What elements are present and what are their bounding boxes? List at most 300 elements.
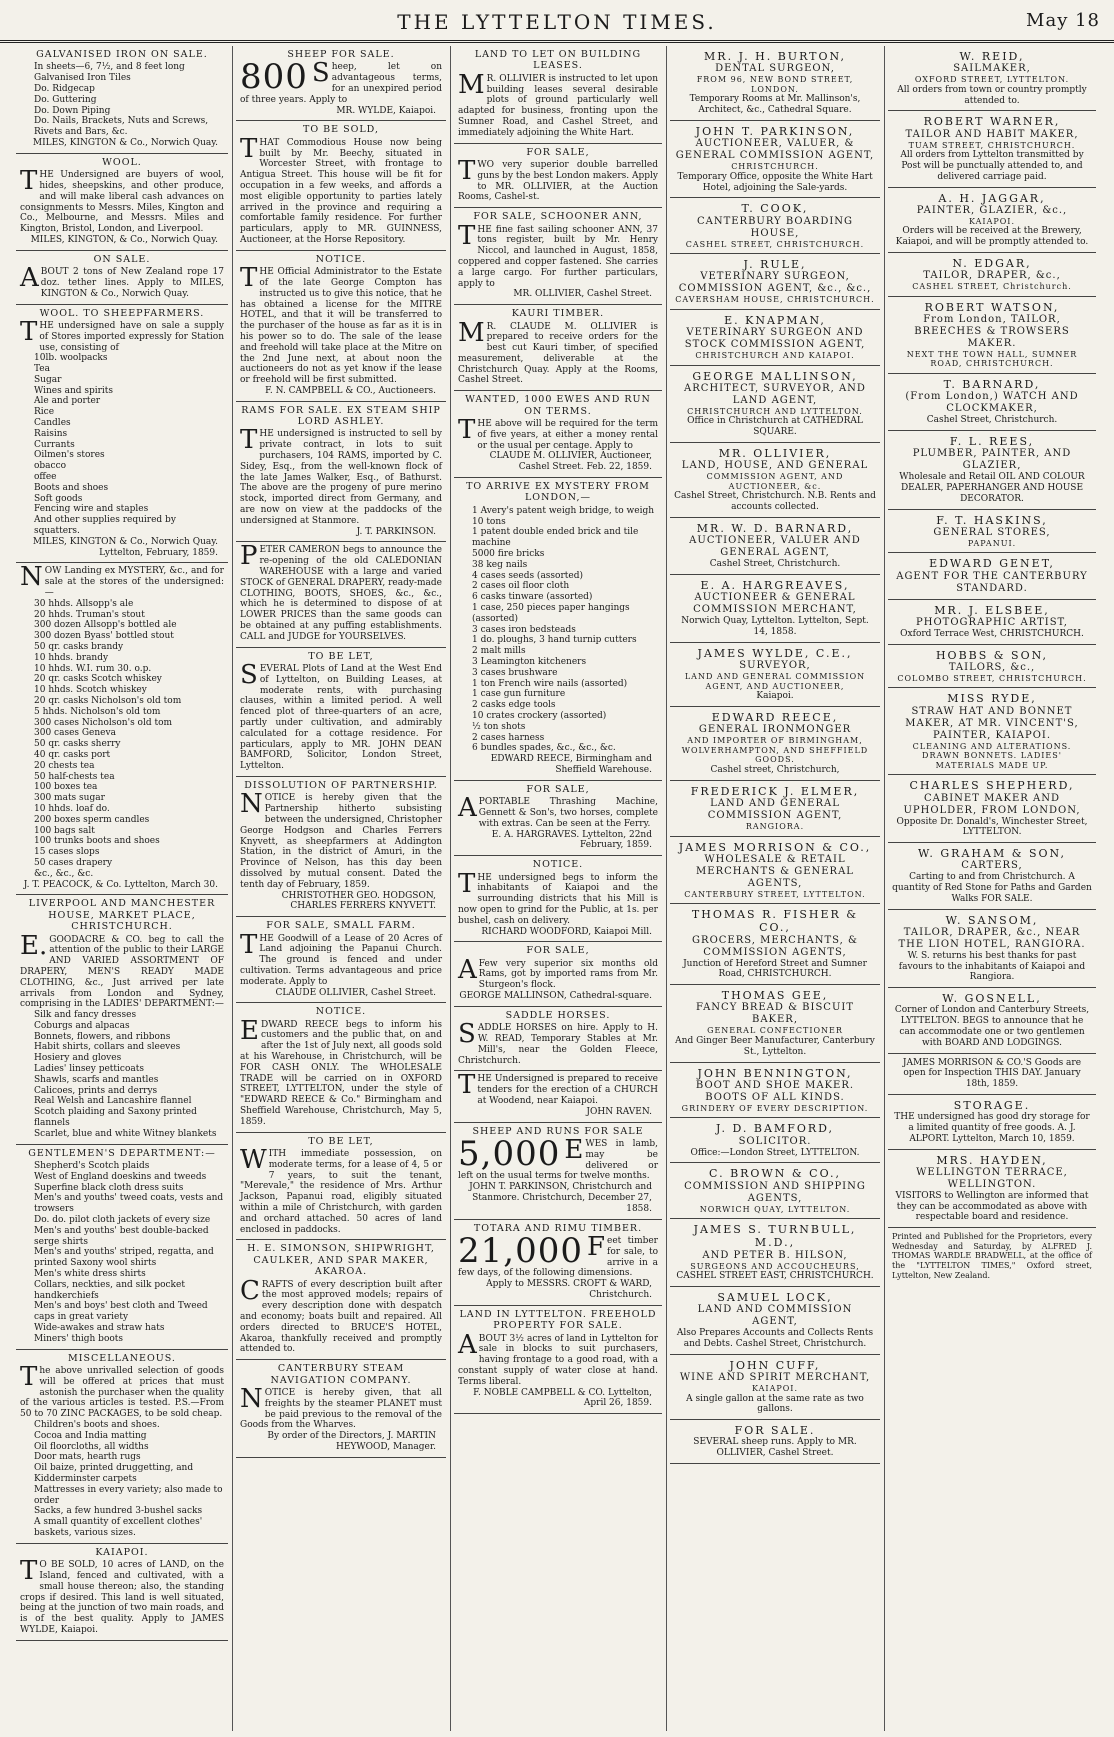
ad-heading: GALVANISED IRON ON SALE. (36, 49, 208, 60)
business-card (888, 553, 1096, 599)
ad-list-item: 20 chests tea (34, 760, 95, 771)
card-subline: RANGIORA. (745, 821, 805, 831)
ad-heading: SHEEP AND RUNS FOR SALE (472, 1125, 644, 1137)
ad-body: WITH immediate possession, on moderate terms, for a lease of 4, 5 or 7 years, to suit the tenant, "Merevale," the residence of Mrs. Arthur Jackson, Papanui road, eligibly situated within a mile of Christchurch, with garden and orchard attached. 50 acres of land enclosed in paddocks. (240, 1145, 442, 1235)
columns (16, 46, 1106, 1731)
ad-large-number: 800 (240, 57, 308, 98)
ad-body: THE Undersigned is prepared to receive tenders for the erection of a CHURCH at Woodend, near Kaiapoi. (458, 1070, 658, 1107)
advertisement (454, 305, 662, 391)
ad-list-item: 1 ton French wire nails (assorted) (472, 678, 628, 689)
ad-list-item: Soft goods (34, 493, 83, 504)
ad-list-item: 50 qr. casks sherry (34, 739, 121, 750)
ad-body: The above unrivalled selection of goods will be offered at prices that must astonish the purchaser when the quality of the various articles is tested. P.S.—From 50 to 70 ZINC PACKAGES, to be sold cheap. (20, 1361, 224, 1420)
ad-body: THE undersigned begs to inform the inhabitants of Kaiapoi and the surrounding districts that his Mill is now open to grind for the Public, at 1s. per bushel, cash on delivery. (458, 868, 658, 926)
ad-list-item: 300 cases Nicholson's old tom (34, 717, 173, 728)
card-trade: LAND AND GENERAL COMMISSION AGENT, (707, 797, 843, 821)
ad-heading: FOR SALE, SCHOONER ANN, (473, 211, 643, 223)
ad-list-item: Fencing wire and staples (34, 504, 149, 515)
business-card (888, 253, 1096, 297)
card-address: Junction of Hereford Street and Sumner Road, CHRISTCHURCH. (683, 958, 867, 980)
advertisement (454, 144, 662, 209)
ad-heading: NOTICE. (315, 1006, 367, 1018)
advertisement (454, 1220, 662, 1306)
business-card (670, 985, 880, 1062)
ad-signature: MILES, KINGTON & Co., Norwich Quay. (32, 137, 218, 148)
ad-list-item: Raisins (34, 428, 68, 439)
advertisement (454, 46, 662, 144)
card-trade: CARTERS, (961, 860, 1023, 872)
card-trade: GENERAL STORES, (933, 526, 1051, 538)
business-card (888, 431, 1096, 510)
ad-heading: H. E. SIMONSON, SHIPWRIGHT, CAULKER, AND SPAR MAKER, AKAROA. (247, 1243, 435, 1278)
advertisement (454, 208, 662, 305)
advertisement (236, 1240, 446, 1360)
card-name: F. L. REES, (949, 435, 1035, 449)
card-address: Cashel street, Christchurch, (710, 764, 840, 775)
advertisement (454, 1123, 662, 1220)
card-address: Opposite Dr. Donald's, Winchester Street, LYTTELTON. (896, 816, 1088, 838)
card-subline: CHRISTCHURCH AND LYTTELTON. (687, 406, 863, 416)
card-name: JOHN CUFF, (729, 1358, 821, 1372)
card-address: Cashel Street, Christchurch. (709, 559, 841, 570)
business-card (888, 843, 1096, 910)
ad-list-item: 100 bags salt (34, 825, 95, 836)
card-subline: GRINDERY OF EVERY DESCRIPTION. (681, 1103, 869, 1113)
card-trade: FANCY BREAD & BISCUIT BAKER, (696, 1002, 854, 1026)
card-subline: NORWICH QUAY, LYTTELTON. (699, 1204, 851, 1214)
card-name: MISS RYDE, (947, 692, 1037, 706)
card-address: A single gallon at the same rate as two gallons. (686, 1393, 864, 1415)
ad-body: PETER CAMERON begs to announce the re-opening of the old CALEDONIAN WAREHOUSE with a large and varied STOCK of GENERAL DRAPERY, ready-made CLOTHING, BOOTS, SHOES, &c., &c., which he is determined to dispose of at LOWER PRICES than the same goods can be obtained at any puffing establishments. CALL and JUDGE for YOURSELVES. (240, 541, 442, 642)
ad-signature: E. A. HARGRAVES. Lyttelton, 22nd February, 1859. (491, 829, 652, 851)
card-subline: PAPANUI. (967, 538, 1017, 548)
ad-list-item: 3 cases brushware (472, 667, 558, 678)
ad-heading: KAURI TIMBER. (511, 308, 605, 320)
ad-large-number: 21,000 (458, 1231, 583, 1271)
ad-body: NOTICE is hereby given that the Partnership hitherto subsisting between the undersigned, Christopher George Hodgson and Charles Ferrers Knyvett, as sheepfarmers at Addington Station, in the district of Amuri, in the Province of Nelson, has this day been dissolved by mutual consent. Dated the tenth day of February, 1859. (240, 789, 442, 890)
ad-list-item: Oil floorcloths, all widths (34, 1441, 149, 1452)
ad-list-item: 1 Avery's patent weigh bridge, to weigh 10 tons (472, 505, 655, 527)
advertisement (454, 781, 662, 856)
card-trade: LAND AND COMMISSION AGENT, (697, 1304, 853, 1328)
business-card (670, 1063, 880, 1119)
card-subline: KAIAPOI. (968, 216, 1015, 226)
column-1 (16, 46, 228, 1731)
ad-signature: MILES, KINGTON, & Co., Norwich Quay. (30, 234, 218, 245)
business-card (670, 575, 880, 643)
ad-list-item: 6 casks tinware (assorted) (472, 592, 593, 603)
business-card (670, 1287, 880, 1355)
ad-signature: CLAUDE OLLIVIER, Cashel Street. (275, 987, 436, 998)
card-name: JAMES WYLDE, C.E., (697, 646, 853, 660)
card-address: Oxford Terrace West, CHRISTCHURCH. (900, 628, 1084, 639)
advertisement (236, 917, 446, 1003)
card-subline: CLEANING AND ALTERATIONS. DRAWN BONNETS. LADIES' MATERIALS MADE UP. (912, 741, 1072, 770)
ad-body: CRAFTS of every description built after the most approved models; repairs of every description done with despatch and economy; boats built and repaired. All orders directed to BRUCE'S HOTEL, Akaroa, thankfully received and promptly attended to. (240, 1275, 442, 1355)
business-card (670, 121, 880, 198)
business-card (888, 1095, 1096, 1150)
ad-heading: TO BE LET, (308, 1135, 374, 1147)
card-name: ROBERT WARNER, (923, 115, 1061, 129)
ad-list-item: Miners' thigh boots (34, 1333, 124, 1344)
card-address: W. S. returns his best thanks for past favours to the inhabitants of Kaiapoi and Rangiora. (898, 950, 1086, 983)
ad-list-item: Ale and porter (34, 396, 101, 407)
card-trade: DENTAL SURGEON, (715, 63, 835, 75)
card-name: JOHN BENNINGTON, (697, 1066, 853, 1080)
ad-heading: NOTICE. (315, 253, 367, 265)
card-address: Temporary Office, opposite the White Hart Hotel, adjoining the Sale-yards. (677, 171, 873, 193)
advertisement (236, 46, 446, 121)
ad-list-item: Door mats, hearth rugs (34, 1452, 141, 1463)
ad-list-item: Collars, neckties, and silk pocket handkerchiefs (34, 1279, 185, 1301)
card-trade: STRAW HAT AND BONNET MAKER, AT MR. VINCENT'S, PAINTER, KAIAPOI. (905, 705, 1079, 741)
card-trade: TAILOR, DRAPER, &c., NEAR THE LION HOTEL, RANGIORA. (898, 926, 1086, 950)
newspaper-title: THE LYTTELTON TIMES. (397, 10, 717, 34)
ad-heading: NOTICE. (532, 859, 584, 871)
ad-signature: EDWARD REECE, Birmingham and Sheffield Warehouse. (490, 754, 652, 775)
ad-body: TWO very superior double barrelled guns by the best London makers. Apply to MR. OLLIVIER, at the Auction Rooms, Cashel-st. (458, 155, 659, 203)
ad-list-item: And other supplies required by squatters. (34, 515, 176, 537)
business-card (670, 1420, 880, 1464)
card-trade: AUCTIONEER & GENERAL COMMISSION MERCHANT, (693, 592, 857, 616)
ad-signature: MR. OLLIVIER, Cashel Street. (513, 289, 652, 300)
ad-list-item: Do. do. pilot cloth jackets of every size (34, 1215, 211, 1226)
advertisement (454, 1071, 662, 1122)
ad-list-item: Shepherd's Scotch plaids (34, 1161, 150, 1172)
business-card (888, 1150, 1096, 1229)
card-name: JAMES MORRISON & CO., (678, 840, 872, 854)
card-trade: PHOTOGRAPHIC ARTIST, (916, 616, 1068, 628)
business-card (888, 775, 1096, 843)
card-name: FREDERICK J. ELMER, (690, 784, 860, 798)
card-subline: COLOMBO STREET, CHRISTCHURCH. (897, 673, 1087, 683)
card-trade: VETERINARY SURGEON, COMMISSION AGENT, &c., &c., (678, 271, 872, 295)
ad-list-item: Shawls, scarfs and mantles (34, 1074, 159, 1085)
business-card (888, 510, 1096, 554)
card-address: Cashel Street, Christchurch. (926, 415, 1058, 426)
ad-signature: RICHARD WOODFORD, Kaiapoi Mill. (481, 926, 652, 937)
ad-list-item: Galvanised Iron Tiles (34, 73, 131, 84)
advertisement (16, 563, 228, 895)
ad-list-item: offee (34, 472, 57, 483)
ad-body: Sheep, let on advantageous terms, for an unexpired period of three years. Apply to (240, 58, 442, 105)
card-subline: TUAM STREET, CHRISTCHURCH. (908, 140, 1076, 150)
ad-list-item: 15 cases slops (34, 847, 100, 858)
ad-list-item: 300 cases Geneva (34, 728, 116, 739)
business-card (670, 707, 880, 781)
ad-list-item: 10 crates crockery (assorted) (472, 710, 607, 721)
ad-list-item: Cocoa and India matting (34, 1430, 147, 1441)
ad-list-item: 20 hhds. Truman's stout (34, 609, 145, 620)
ad-list-item: Boots and shoes (34, 482, 109, 493)
column-rule (232, 46, 233, 1731)
card-address: VISITORS to Wellington are informed that they can be accommodated as above with respectable board and residence. (895, 1190, 1089, 1223)
ad-body: EWES in lamb, may be delivered or left on the usual terms for twelve months. (458, 1135, 658, 1182)
advertisement (236, 777, 446, 917)
card-name: J. D. BAMFORD, (715, 1122, 835, 1136)
ad-heading: ON SALE. (93, 253, 151, 265)
ad-list-item: Scotch plaiding and Saxony printed flannels (34, 1107, 197, 1129)
ad-body: THE Official Administrator to the Estate of the late George Compton has instructed us to give this notice, that he has obtained a license for the MITRE HOTEL, and that it will be transferred to the purchaser of the house as far as it is in his power so to do. The sale of the lease and freehold will take place at the Mitre on the 2nd June next, at about noon the auctioneers do not as yet know if the lease or freehold will be first submitted. (240, 263, 442, 386)
ad-heading: FOR SALE, (526, 945, 590, 957)
advertisement (454, 942, 662, 1007)
card-subline: LAND AND GENERAL COMMISSION AGENT, AND AUCTIONEER, (684, 671, 866, 691)
card-subline: KAIAPOI. (751, 1383, 798, 1393)
ad-list-item: 5000 fire bricks (472, 549, 545, 560)
ad-list-item: Men's and youths' tweed coats, vests and trowsers (34, 1193, 224, 1215)
card-trade: AND PETER B. HILSON, (702, 1249, 848, 1261)
card-name: SAMUEL LOCK, (717, 1290, 833, 1304)
business-card (670, 310, 880, 366)
business-card (670, 198, 880, 254)
ad-list-item: 10 hhds. loaf do. (34, 803, 110, 814)
business-card (670, 1355, 880, 1420)
business-card (888, 374, 1096, 431)
advertisement (236, 121, 446, 250)
ad-body: SADDLE HORSES on hire. Apply to H. W. READ, Temporary Stables at Mr. Mill's, near the Golden Fleece, Christchurch. (458, 1019, 658, 1066)
ad-list-item: Men's white dress shirts (34, 1269, 146, 1280)
card-name: E. KNAPMAN, (724, 313, 826, 327)
business-card (670, 254, 880, 310)
card-trade: GENERAL IRONMONGER (698, 724, 852, 736)
ad-list-item: 50 half-chests tea (34, 771, 115, 782)
ad-signature: JOHN RAVEN. (586, 1106, 652, 1117)
ad-list-item: Bonnets, flowers, and ribbons (34, 1031, 171, 1042)
ad-list-item: 2 malt mills (472, 646, 526, 657)
card-address: Temporary Rooms at Mr. Mallinson's, Architect, &c., Cathedral Square. (689, 94, 861, 116)
ad-list-item: 10lb. woolpacks (34, 353, 108, 364)
card-trade: TAILOR AND HABIT MAKER, (905, 128, 1079, 140)
card-trade: WHOLESALE & RETAIL MERCHANTS & GENERAL AGENTS, (696, 853, 854, 889)
ad-signature: CHRISTOTHER GEO. HODGSON, CHARLES FERRERS KNYVETT. (281, 890, 436, 912)
ad-signature: J. T. PARKINSON. (356, 526, 436, 537)
ad-body: THE Goodwill of a Lease of 20 Acres of Land adjoining the Papanui Church. The ground is fenced and under cultivation. Terms advantageous and price moderate. Apply to (240, 929, 442, 987)
ad-list-item: &c., &c., &c. (34, 868, 94, 879)
card-address: Norwich Quay, Lyttelton. Lyttelton, Sept. 14, 1858. (681, 616, 869, 637)
ad-list-item: 300 dozen Byass' bottled stout (34, 631, 174, 642)
advertisement (454, 1306, 662, 1414)
ad-list-item: 1 patent double ended brick and tile machine (472, 527, 639, 549)
business-card (888, 111, 1096, 187)
card-subline: CANTERBURY STREET, LYTTELTON. (684, 889, 866, 899)
card-trade: WINE AND SPIRIT MERCHANT, (679, 1371, 871, 1383)
ad-list-item: 50 cases drapery (34, 857, 113, 868)
card-subline: OXFORD STREET, LYTTELTON. (914, 75, 1070, 85)
ad-body: TO BE SOLD, 10 acres of LAND, on the Island, fenced and cultivated, with a small house thereon; also, the standing crops if desired. This land is well situated, being at the junction of two main roads, and is of the best quality. Apply to JAMES WYLDE, Kaiapoi. (20, 1556, 224, 1635)
ad-heading: WOOL. TO SHEEPFARMERS. (39, 307, 205, 319)
ad-body: NOTICE is hereby given, that all freights by the steamer PLANET must be paid previous to the removal of the Goods from the Wharves. (240, 1383, 442, 1431)
advertisement (236, 648, 446, 777)
card-name: HOBBS & SON, (935, 648, 1049, 662)
advertisement (454, 1007, 662, 1072)
ad-list-item: Wines and spirits (34, 385, 114, 396)
ad-list-item: 1 case, 250 pieces paper hangings (assorted) (472, 603, 630, 624)
card-name: A. H. JAGGAR, (938, 191, 1046, 205)
ad-list-item: Men's and boys' best cloth and Tweed caps in great variety (34, 1301, 208, 1323)
card-trade: SURVEYOR, (739, 659, 811, 671)
ad-list-item: 10 hhds. brandy (34, 652, 109, 663)
card-subline: FROM 96, NEW BOND STREET, LONDON. (696, 75, 854, 94)
ad-heading: TO BE SOLD, (303, 124, 379, 136)
ad-list-item: Currants (34, 439, 75, 450)
ad-list-item: 2 casks edge tools (472, 700, 556, 711)
ad-list-item: 1 case gun furniture (472, 689, 566, 700)
ad-body: ABOUT 2 tons of New Zealand rope 17 doz. tether lines. Apply to MILES, KINGTON & Co., Norwich Quay. (20, 263, 224, 299)
card-name: MR. J. ELSBEE, (934, 603, 1050, 617)
issue-date: May 18 (1026, 10, 1100, 31)
card-subline: CASHEL STREET, Christchurch. (912, 282, 1072, 292)
ad-list-item: Do. Nails, Brackets, Nuts and Screws, Rivets and Bars, &c. (34, 116, 209, 138)
ad-heading: WOOL. (102, 156, 142, 168)
ad-list-item: Sugar (34, 374, 62, 385)
ad-body: ABOUT 3½ acres of land in Lyttelton for sale in blocks to suit purchasers, having frontage to a good road, with a constant supply of water close at hand. Terms liberal. (458, 1329, 658, 1387)
ad-list-item: 300 dozen Allsopp's bottled ale (34, 620, 177, 631)
ad-list-item: 3 Leamington kitcheners (472, 656, 587, 667)
ad-list-item: 100 trunks boots and shoes (34, 836, 160, 847)
card-name: MRS. HAYDEN, (936, 1153, 1048, 1167)
card-trade: BOOT AND SHOE MAKER. BOOTS OF ALL KINDS. (695, 1079, 855, 1103)
card-name: F. T. HASKINS, (936, 513, 1048, 527)
card-trade: PLUMBER, PAINTER, AND GLAZIER, (912, 448, 1072, 472)
card-subline: NEXT THE TOWN HALL, SUMNER ROAD, CHRISTCHURCH. (906, 349, 1078, 369)
card-trade: CABINET MAKER AND UPHOLDER, FROM LONDON, (903, 792, 1081, 816)
ad-heading: FOR SALE, (526, 146, 590, 158)
ad-list-item: Men's and youths' best double-backed serge shirts (34, 1225, 209, 1247)
card-address: All orders from town or country promptly attended to. (897, 84, 1087, 106)
business-card (670, 904, 880, 985)
ad-body: THE undersigned have on sale a supply of Stores imported expressly for Station use, consisting of (20, 316, 224, 353)
ad-list-item: 300 mats sugar (34, 793, 105, 804)
ad-heading: SHEEP FOR SALE. (287, 49, 395, 60)
ad-body: THE above will be required for the term of five years, at either a money rental or the usual per centage. Apply to (458, 415, 658, 451)
card-address: Orders will be received at the Brewery, Kaiapoi, and will be promptly attended to. (895, 226, 1089, 248)
ad-list-item: 3 cases iron bedsteads (472, 624, 576, 635)
ad-heading: GENTLEMEN'S DEPARTMENT:— (28, 1147, 216, 1159)
advertisement (236, 1003, 446, 1132)
ad-body: SEVERAL Plots of Land at the West End of Lyttelton, on Building Leases, at moderate rents, with purchasing clauses, within a limited period. A well fenced plot of three-quarters of an acre, partly under cultivation, and admirably calculated for a cottage residence. For particulars, apply to MR. JOHN DEAN BAMFORD, Solicitor, London Street, Lyttelton. (240, 660, 442, 772)
card-trade: LAND, HOUSE, AND GENERAL (681, 460, 869, 472)
card-address: All orders from Lyttelton transmitted by Post will be punctually attended to, and delivered carriage paid. (900, 150, 1084, 182)
card-subline: COMMISSION AGENT, AND AUCTIONEER, &c. (706, 472, 844, 491)
advertisement (16, 154, 228, 251)
advertisement (236, 542, 446, 647)
ad-list-item: Tea (34, 364, 50, 375)
ad-heading: LIVERPOOL AND MANCHESTER HOUSE, MARKET PLACE, CHRISTCHURCH. (28, 898, 216, 933)
card-address: Corner of London and Canterbury Streets, LYTTELTON. BEGS to announce that he can accommodate one or two gentlemen with BOARD AND LODGINGS. (894, 1005, 1090, 1048)
ad-body: THAT Commodious House now being built by Mr. Beechy, situated in Worcester Street, with frontage to Antigua Street. This house will be fit for occupation in a few weeks, and affords a most eligible opportunity to parties lately arrived in the province and requiring a comfortable family residence. For further particulars, apply to MR. GUINNESS, Auctioneer, at the Horse Repository. (240, 133, 442, 245)
ad-heading: FOR SALE, SMALL FARM. (266, 920, 416, 932)
ad-heading: RAMS FOR SALE. EX STEAM SHIP LORD ASHLEY. (241, 404, 441, 428)
business-card (670, 443, 880, 518)
ad-list-item: 6 bundles spades, &c., &c., &c. (472, 743, 616, 754)
business-card (670, 837, 880, 905)
card-name: JAMES S. TURNBULL, M.D., (693, 1223, 857, 1250)
advertisement (236, 251, 446, 402)
ad-heading: TO ARRIVE EX MYSTERY FROM LONDON,— (466, 481, 650, 504)
ad-list-item: 2 cases harness (472, 732, 545, 743)
card-name: THOMAS GEE, (721, 989, 829, 1003)
card-trade: AUCTIONEER, VALUER, & GENERAL COMMISSION AGENT, (675, 138, 875, 162)
card-address: And Ginger Beer Manufacturer, Canterbury St., Lyttelton. (675, 1036, 875, 1057)
card-name: W. GRAHAM & SON, (918, 847, 1066, 861)
ad-list-item: 100 boxes tea (34, 782, 98, 793)
card-address: Kaiapoi. (756, 691, 794, 702)
card-name: FOR SALE. (734, 1424, 816, 1438)
card-address: Wholesale and Retail OIL AND COLOUR DEALER, PAPERHANGER AND HOUSE DECORATOR. (899, 472, 1085, 504)
ad-heading: TO BE LET, (308, 650, 374, 662)
advertisement (236, 1360, 446, 1458)
card-address: Also Prepares Accounts and Collects Rents and Debts. Cashel Street, Christchurch. (676, 1328, 874, 1349)
ad-list-item: Candles (34, 418, 71, 429)
ad-list-item: Hosiery and gloves (34, 1053, 122, 1064)
ad-list-item: ½ ton shots (472, 721, 526, 732)
card-trade: GROCERS, MERCHANTS, & COMMISSION AGENTS, (692, 934, 858, 958)
card-trade: ARCHITECT, SURVEYOR, AND LAND AGENT, (684, 382, 866, 406)
card-trade: COMMISSION AND SHIPPING AGENTS, (684, 1180, 866, 1204)
imprint-notice: Printed and Published for the Proprietors, every Wednesday and Saturday, by ALFRED J. THOMAS WARDLE BRADWELL, at the office of the "LYTTELTON TIMES," Oxford street, Lyttelton, New Zealand. (892, 1232, 1092, 1280)
card-subline: CHRISTCHURCH AND KAIAPOI. (695, 351, 855, 361)
ad-list-item: Coburgs and alpacas (34, 1020, 130, 1031)
ad-heading: TOTARA AND RIMU TIMBER. (473, 1222, 643, 1234)
ad-list-item: 200 boxes sperm candles (34, 814, 150, 825)
card-trade: CANTERBURY BOARDING HOUSE, (696, 215, 854, 239)
card-name: MR. W. D. BARNARD, (696, 522, 854, 536)
ad-list-item: Habit shirts, collars and sleeves (34, 1042, 181, 1053)
ad-signature: MILES, KINGTON & Co., Norwich Quay. Lyttelton, February, 1859. (32, 536, 218, 558)
column-3 (454, 46, 662, 1731)
advertisement (16, 895, 228, 1144)
column-rule (884, 46, 885, 1731)
ad-list-item: Calicoes, prints and derrys (34, 1085, 158, 1096)
card-name: JOHN T. PARKINSON, (695, 124, 855, 138)
card-name: W. REID, (959, 50, 1025, 63)
ad-signature: JOHN T. PARKINSON, Christchurch and Stanmore. Christchurch, December 27, 1858. (469, 1182, 652, 1214)
ad-list-item: Men's and youths' striped, regatta, and printed Saxony wool shirts (34, 1247, 214, 1269)
ad-list-item: Silk and fancy dresses (34, 1010, 137, 1021)
card-address: Office:—London Street, LYTTELTON. (690, 1147, 860, 1158)
card-subline: GENERAL CONFECTIONER (707, 1026, 843, 1036)
ad-signature: J. T. PEACOCK, & Co. Lyttelton, March 30. (23, 879, 218, 890)
ad-signature: CLAUDE M. OLLIVIER, Auctioneer, Cashel Street. Feb. 22, 1859. (489, 451, 652, 473)
advertisement (16, 251, 228, 305)
ad-body: AFew very superior six months old Rams, got by imported rams from Mr. Sturgeon's flock. (458, 954, 658, 991)
card-name: W. SANSOM, (945, 913, 1039, 927)
card-name: J. RULE, (743, 258, 807, 272)
card-name: E. A. HARGREAVES, (700, 579, 850, 593)
ad-heading: FOR SALE, (526, 783, 590, 795)
ad-list-item: 30 hhds. Allsopp's ale (34, 598, 134, 609)
ad-list-item: Sacks, a few hundred 3-bushel sacks (34, 1506, 203, 1517)
ad-list-item: In sheets—6, 7½, and 8 feet long (34, 62, 185, 73)
card-name: EDWARD REECE, (711, 710, 839, 724)
ad-body: THE fine fast sailing schooner ANN, 37 tons register, built by Mr. Henry Niccol, and launched in August, 1858, coppered and copper fastened. She carries a large cargo. For further particulars, apply to (458, 220, 658, 289)
card-trade: VETERINARY SURGEON AND STOCK COMMISSION AGENT, (684, 327, 866, 351)
ad-list-item: 20 qr. casks Nicholson's old tom (34, 696, 182, 706)
ad-list-item: Oilmen's stores (34, 450, 105, 461)
card-address: Cashel Street, Christchurch. N.B. Rents and accounts collected. (674, 491, 876, 513)
card-trade: WELLINGTON TERRACE, WELLINGTON. (916, 1166, 1068, 1190)
ad-list-item: Superfine black cloth dress suits (34, 1182, 184, 1193)
ad-body: THE undersigned is instructed to sell by private contract, in lots to suit purchasers, 104 RAMS, imported by C. Sidey, Esq., from the well-known flock of the late James Walker, Esq., of Bathurst. The above are the progeny of pure merino stock, imported direct from Germany, and are now on view at the paddocks of the undersigned at Stanmore. (240, 425, 442, 526)
card-name: W. GOSNELL, (942, 992, 1042, 1006)
card-subline: CAVERSHAM HOUSE, CHRISTCHURCH. (675, 295, 875, 305)
ad-body: Feet timber for sale, to arrive in a few days, of the following dimensions. (458, 1232, 658, 1279)
ad-list-item: Do. Guttering (34, 94, 97, 105)
card-trade: SOLICITOR. (738, 1135, 812, 1147)
ad-list-item: Wide-awakes and straw hats (34, 1323, 165, 1333)
card-name: THOMAS R. FISHER & CO., (691, 908, 859, 935)
card-name: EDWARD GENET, (929, 557, 1055, 571)
